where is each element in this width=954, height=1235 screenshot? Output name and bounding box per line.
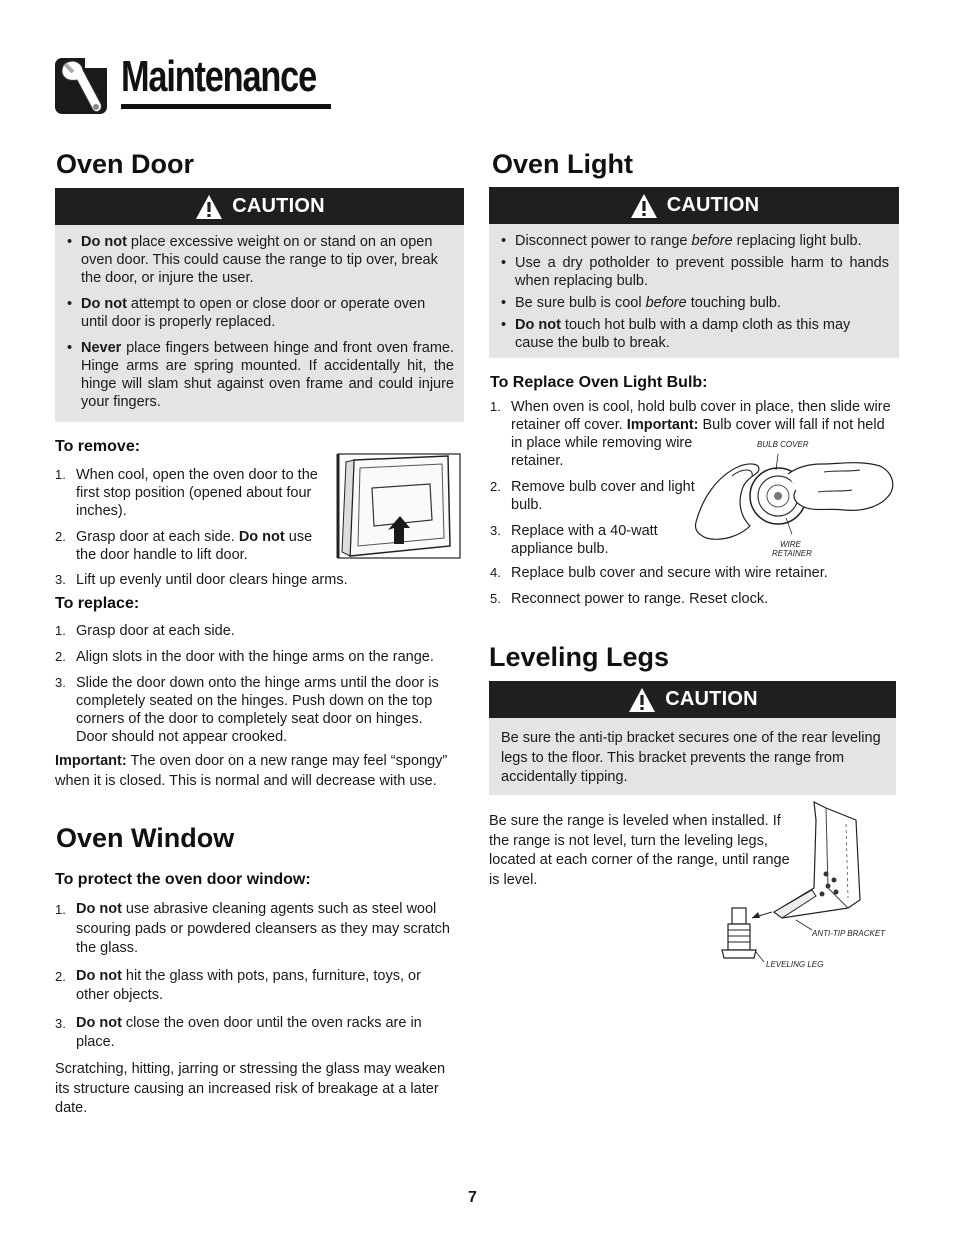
list-item: 3. Do not close the oven door until the oven racks are in place. [55, 1014, 422, 1050]
caution-header [489, 187, 899, 224]
callout-leveling-leg: LEVELING LEG [766, 960, 824, 969]
list-item: 1. When cool, open the oven door to the first stop position (opened about four inches). [55, 467, 318, 519]
page-title: Maintenance [121, 52, 317, 101]
oven-door-caution-box [55, 188, 464, 422]
caution-label: CAUTION [232, 195, 325, 217]
list-item: 1. Grasp door at each side. [55, 623, 235, 639]
section-title-oven-door: Oven Door [56, 149, 195, 179]
caution-item: • Do not attempt to open or close door or operate oven until door is properly replaced. [67, 295, 454, 331]
oven-door-illustration [332, 446, 464, 564]
window-closing-note: Scratching, hitting, jarring or stressing the glass may weaken its structure causing an increased risk of breakage at a later date. [55, 1061, 446, 1116]
replace-heading: To replace: [55, 595, 140, 612]
warning-icon [629, 192, 659, 220]
list-item: 3. Slide the door down onto the hinge arms until the door is completely seated on the hinges. Push down on the top corners of the door to completely seat door on hinges. Door should not appear crooked. [55, 675, 439, 745]
caution-label: CAUTION [665, 688, 758, 710]
caution-list [55, 225, 464, 427]
replace-steps [55, 622, 455, 754]
leveling-caution-box [489, 681, 896, 795]
list-item: 1. Do not use abrasive cleaning agents such as steel wool scouring pads or powdered cleansers as they may scratch the glass. [55, 901, 450, 956]
warning-icon [627, 686, 657, 714]
leveling-body: Be sure the range is leveled when installed. If the range is not level, turn the leveling legs, located at each corner of the range, until range is level. [489, 813, 790, 888]
list-item: 2. Do not hit the glass with pots, pans, furniture, toys, or other objects. [55, 967, 421, 1003]
list-item: 2. Grasp door at each side. Do not use the door handle to lift door. [55, 529, 313, 563]
section-title-oven-window: Oven Window [56, 823, 235, 853]
bulb-steps-bottom [490, 564, 898, 616]
list-item: 3. Lift up evenly until door clears hinge arms. [55, 572, 348, 588]
caution-item: • Disconnect power to range before replacing light bulb. [501, 232, 889, 250]
bulb-step-1-top [490, 398, 898, 434]
list-item: 2. Remove bulb cover and light bulb. [490, 479, 695, 513]
caution-item: • Be sure bulb is cool before touching bulb. [501, 294, 889, 312]
remove-steps-cont [55, 571, 464, 597]
caution-header [489, 681, 896, 718]
caution-header [55, 188, 464, 225]
callout-wire: WIRE [780, 540, 801, 549]
caution-item: • Never place fingers between hinge and front oven frame. Hinge arms are spring mounted. If accidentally hit, the hinge will slam shut against oven frame and could injure your fingers. [67, 339, 454, 411]
wrench-icon [55, 54, 111, 116]
page-number: 7 [468, 1189, 477, 1206]
warning-icon [194, 193, 224, 221]
list-item: in place while removing wire retainer. [511, 435, 693, 469]
caution-item: • Use a dry potholder to prevent possible harm to hands when replacing bulb. [501, 254, 889, 290]
caution-item: • Do not place excessive weight on or stand on an open oven door. This could cause the range to tip over, break the door, or injure the user. [67, 233, 454, 287]
list-item: 3. Replace with a 40-watt appliance bulb. [490, 523, 658, 557]
caution-list [489, 224, 899, 360]
callout-anti-tip-bracket: ANTI-TIP BRACKET [812, 929, 886, 938]
protect-heading: To protect the oven door window: [55, 871, 311, 888]
callout-bulb-cover: BULB COVER [757, 440, 809, 449]
title-underline [121, 104, 331, 109]
list-item: 5. Reconnect power to range. Reset clock. [490, 591, 769, 607]
callout-retainer: RETAINER [772, 549, 812, 558]
remove-steps [55, 466, 323, 572]
window-steps [55, 900, 457, 1061]
list-item: 2. Align slots in the door with the hinge arms on the range. [55, 649, 434, 665]
oven-light-caution-box [489, 187, 899, 358]
list-item: 1. When oven is cool, hold bulb cover in place, then slide wire retainer off cover. Important: Bulb cover will fall if not held [490, 399, 891, 433]
replace-bulb-heading: To Replace Oven Light Bulb: [490, 374, 708, 391]
important-note: Important: The oven door on a new range may feel “spongy” when it is closed. This is normal and will decrease with use. [55, 753, 448, 789]
caution-item: • Do not touch hot bulb with a damp cloth as this may cause the bulb to break. [501, 316, 889, 352]
bulb-steps-left [490, 434, 705, 566]
list-item: 4. Replace bulb cover and secure with wire retainer. [490, 565, 828, 581]
section-title-oven-light: Oven Light [492, 149, 633, 179]
remove-heading: To remove: [55, 438, 141, 455]
section-title-leveling-legs: Leveling Legs [489, 642, 670, 672]
caution-text: Be sure the anti-tip bracket secures one of the rear leveling legs to the floor. This bracket prevents the range from accidentally tipping. [501, 730, 881, 785]
caution-label: CAUTION [666, 194, 760, 216]
